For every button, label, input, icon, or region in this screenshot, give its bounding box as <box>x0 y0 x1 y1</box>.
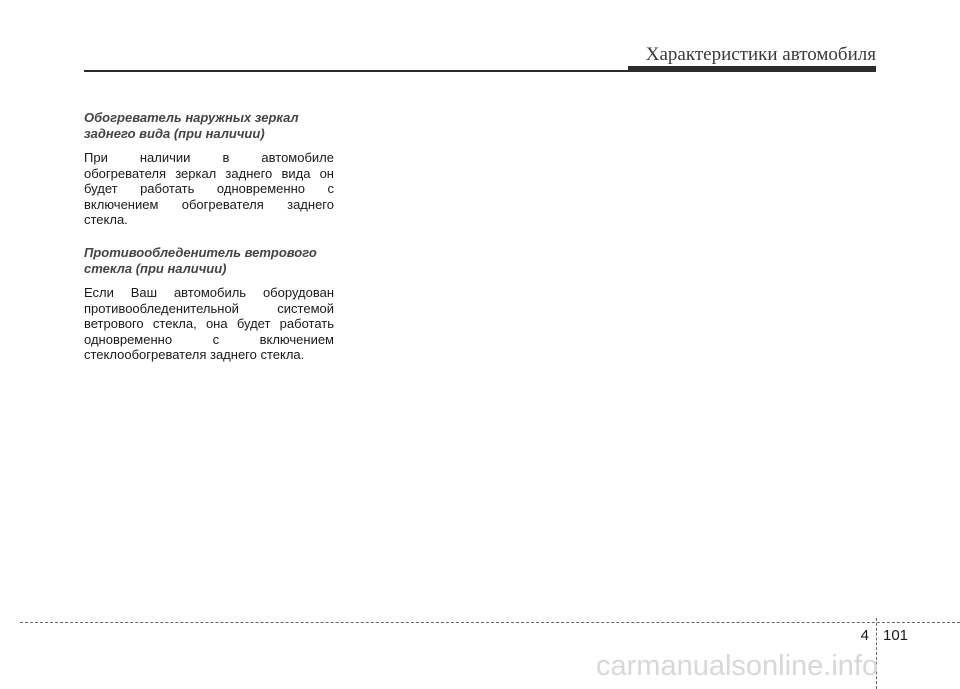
header-rule-thick <box>628 66 876 72</box>
footer-rule <box>20 622 960 623</box>
section-title-line: стекла (при наличии) <box>84 260 227 276</box>
section-title-mirror-heater <box>84 110 334 142</box>
page-number: 101 <box>883 627 909 644</box>
section-title-line: Противообледенитель ветрового <box>84 244 317 260</box>
content-column <box>84 110 334 380</box>
watermark: carmanualsonline.info <box>596 650 879 682</box>
section-title-line: заднего вида (при наличии) <box>84 126 265 141</box>
section-body-windshield-deicer: Если Ваш автомобиль оборудован противообледенительной системой ветрового стекла, она будет работать одновременно с включением стеклообогревателя заднего стекла. <box>84 284 334 363</box>
section-body-mirror-heater: При наличии в автомобиле обогревателя зеркал заднего вида он будет работать одновременно с включением обогревателя заднего стекла. <box>84 150 334 228</box>
running-header: Характеристики автомобиля <box>645 44 876 65</box>
section-title-line: Обогреватель наружных зеркал <box>84 110 299 125</box>
chapter-number: 4 <box>860 627 869 644</box>
section-title-windshield-deicer <box>84 245 334 277</box>
